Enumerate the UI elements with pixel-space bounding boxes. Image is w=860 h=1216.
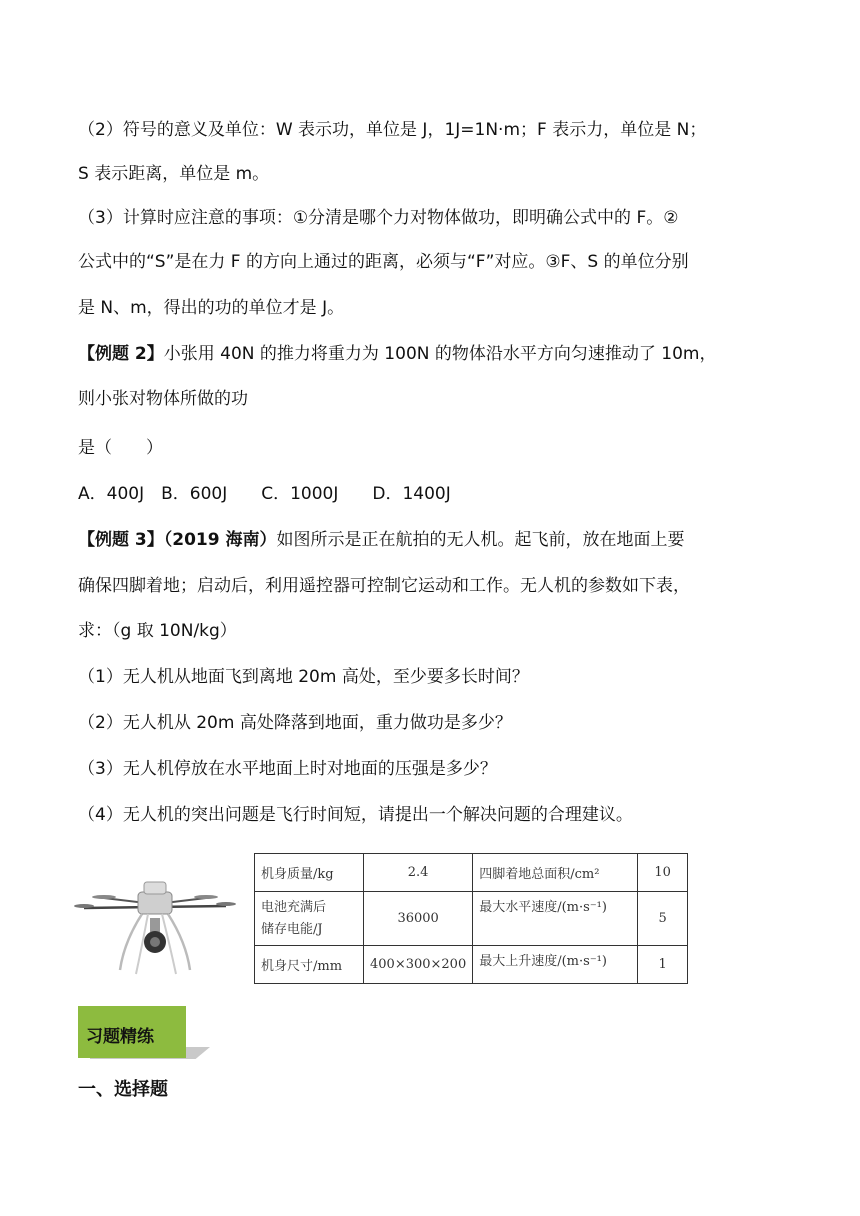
paragraph-2-line-1: （2）符号的意义及单位：W 表示功，单位是 J，1J=1N·m；F 表示力，单位是 N； bbox=[78, 120, 707, 140]
paragraph-3-line-1: （3）计算时应注意的事项：①分清是哪个力对物体做功，即明确公式中的 F。② bbox=[78, 208, 679, 228]
example-3-line-3: 求：（g 取 10N/kg） bbox=[78, 621, 237, 641]
example-3-text: 如图所示是正在航拍的无人机。起飞前，放在地面上要 bbox=[276, 530, 685, 550]
paragraph-3-line-3: 是 N、m，得出的功的单位才是 J。 bbox=[78, 298, 345, 318]
drone-image bbox=[74, 862, 236, 980]
example-2-line-2: 则小张对物体所做的功 bbox=[78, 389, 248, 409]
table-row bbox=[255, 892, 688, 946]
table-cell: 机身尺寸/mm bbox=[255, 946, 364, 984]
example-2-text: 小张用 40N 的推力将重力为 100N 的物体沿水平方向匀速推动了 10m， bbox=[163, 344, 717, 364]
example-2-line-3: 是（ ） bbox=[78, 438, 163, 458]
paragraph-3-line-2: 公式中的“S”是在力 F 的方向上通过的距离，必须与“F”对应。③F、S 的单位分别 bbox=[78, 252, 689, 272]
example-3-question-3: （3）无人机停放在水平地面上时对地面的压强是多少？ bbox=[78, 759, 497, 779]
example-3-line-1 bbox=[78, 528, 684, 552]
drone-parameter-table bbox=[254, 853, 688, 984]
table-cell: 最大水平速度/(m·s⁻¹) bbox=[473, 892, 638, 946]
table-cell: 400×300×200 bbox=[364, 946, 473, 984]
section-banner-label: 习题精练 bbox=[86, 1027, 154, 1047]
example-3-question-1: （1）无人机从地面飞到离地 20m 高处，至少要多长时间？ bbox=[78, 667, 529, 687]
table-cell: 最大上升速度/(m·s⁻¹) bbox=[473, 946, 638, 984]
table-cell: 10 bbox=[638, 854, 688, 892]
table-row bbox=[255, 854, 688, 892]
paragraph-2-line-2: S 表示距离，单位是 m。 bbox=[78, 164, 270, 184]
example-3-label: 【例题 3】（2019 海南） bbox=[78, 530, 277, 550]
table-cell: 四脚着地总面积/cm² bbox=[473, 854, 638, 892]
example-2-label: 【例题 2】 bbox=[78, 344, 164, 364]
table-cell: 2.4 bbox=[364, 854, 473, 892]
example-3-line-2: 确保四脚着地；启动后，利用遥控器可控制它运动和工作。无人机的参数如下表， bbox=[78, 576, 690, 596]
section-heading: 一、选择题 bbox=[78, 1079, 168, 1100]
example-3-question-4: （4）无人机的突出问题是飞行时间短，请提出一个解决问题的合理建议。 bbox=[78, 805, 633, 825]
table-cell-line: 电池充满后 bbox=[261, 899, 327, 915]
table-row bbox=[255, 946, 688, 984]
table-cell-line: 储存电能/J bbox=[261, 921, 323, 937]
table-cell bbox=[255, 892, 364, 946]
table-cell: 5 bbox=[638, 892, 688, 946]
example-3-question-2: （2）无人机从 20m 高处降落到地面，重力做功是多少？ bbox=[78, 713, 512, 733]
example-2-options: A．400J B．600J C．1000J D．1400J bbox=[78, 484, 451, 504]
table-cell: 机身质量/kg bbox=[255, 854, 364, 892]
table-cell: 36000 bbox=[364, 892, 473, 946]
example-2-line-1 bbox=[78, 342, 716, 366]
table-cell: 1 bbox=[638, 946, 688, 984]
